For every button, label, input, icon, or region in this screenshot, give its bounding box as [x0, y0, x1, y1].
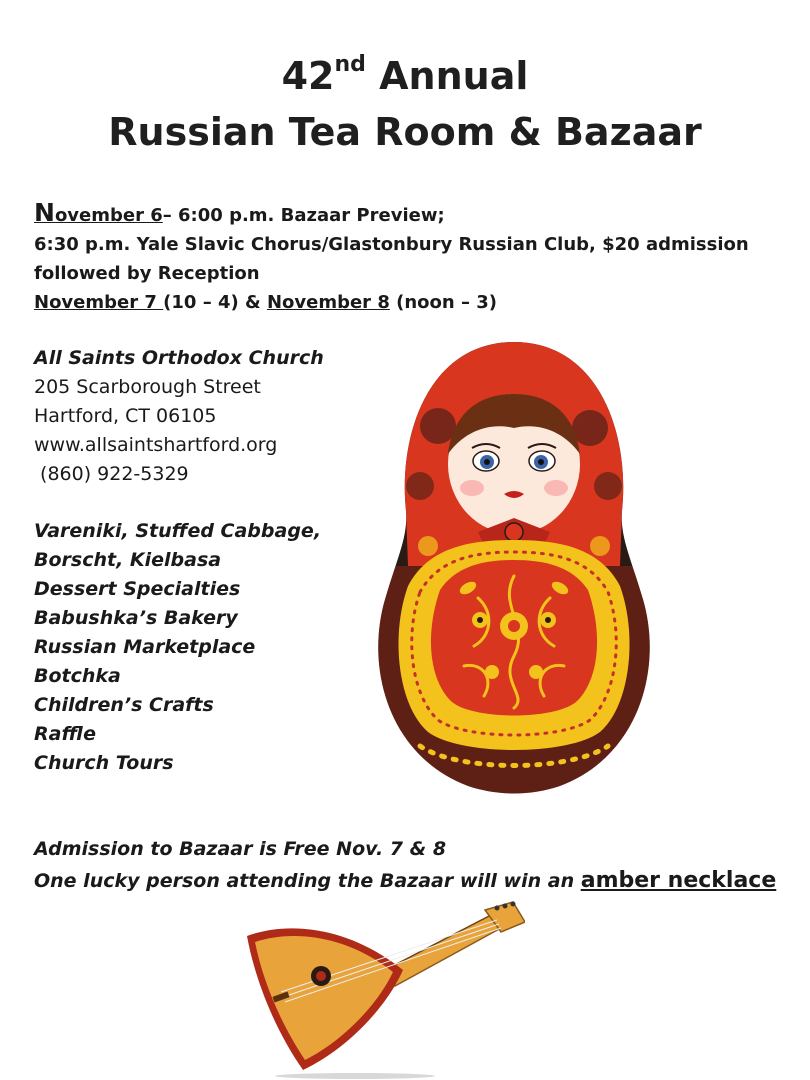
preview-line: [34, 198, 794, 230]
event-title-line1: [0, 54, 810, 98]
matryoshka-doll-image: [368, 336, 660, 796]
edition-suffix: nd: [334, 52, 366, 77]
edition-number: 42: [281, 54, 335, 98]
nov8-hours: (noon – 3): [389, 292, 497, 313]
list-item: Children’s Crafts: [34, 694, 214, 716]
nov6-date: November 6: [34, 198, 163, 227]
balalaika-image: [235, 900, 525, 1080]
website-link[interactable]: www.allsaintshartford.org: [34, 434, 278, 456]
event-title: Russian Tea Room & Bazaar: [108, 110, 702, 154]
concert-line: 6:30 p.m. Yale Slavic Chorus/Glastonbury Russian Club, $20 admission: [34, 234, 749, 255]
nov6-detail: – 6:00 p.m. Bazaar Preview;: [162, 205, 445, 226]
reception-line: followed by Reception: [34, 263, 260, 284]
list-item: Babushka’s Bakery: [34, 607, 238, 629]
list-item: Vareniki, Stuffed Cabbage,: [34, 520, 322, 542]
list-item: Dessert Specialties: [34, 578, 241, 600]
schedule-block: [34, 198, 794, 317]
prize-name: amber necklace: [580, 868, 777, 893]
free-admission-note: Admission to Bazaar is Free Nov. 7 & 8: [34, 838, 447, 860]
church-name: All Saints Orthodox Church: [34, 347, 324, 369]
list-item: Botchka: [34, 665, 121, 687]
list-item: Church Tours: [34, 752, 174, 774]
annual-word: Annual: [379, 54, 529, 98]
admission-block: [34, 834, 776, 897]
list-item: Raffle: [34, 723, 96, 745]
bazaar-days-line: [34, 288, 794, 317]
nov8-date: November 8: [266, 292, 390, 313]
phone-number: (860) 922-5329: [34, 463, 189, 485]
raffle-line: One lucky person attending the Bazaar will win an amber necklace: [34, 868, 777, 893]
nov7-date: November 7: [34, 292, 164, 313]
location-block: [34, 344, 324, 489]
list-item: Borscht, Kielbasa: [34, 549, 222, 571]
list-item: Russian Marketplace: [34, 636, 256, 658]
offerings-list: [34, 517, 321, 778]
city-state-zip: Hartford, CT 06105: [34, 405, 217, 427]
nov7-hours: (10 – 4) &: [163, 292, 267, 313]
street-address: 205 Scarborough Street: [34, 376, 261, 398]
